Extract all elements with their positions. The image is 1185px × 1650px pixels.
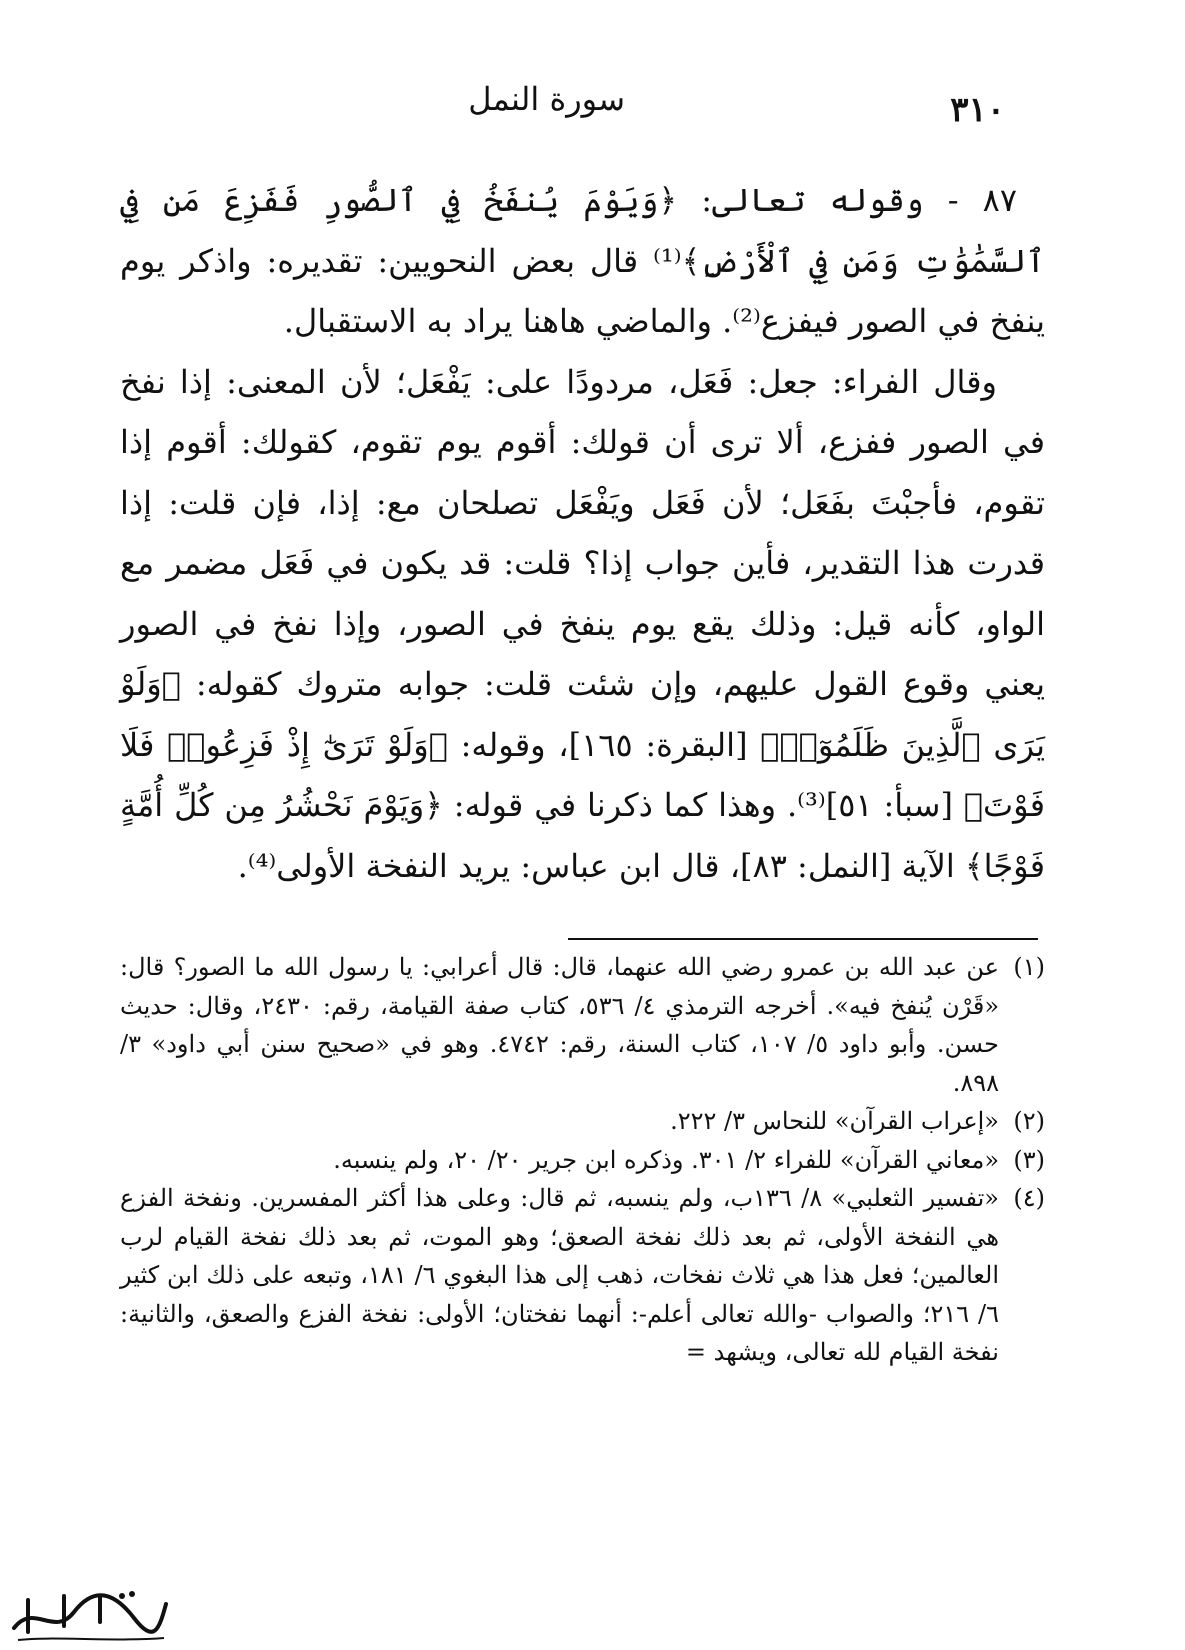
running-title: سورة النمل <box>468 80 625 118</box>
footnote-number: (٣) <box>1013 1145 1045 1174</box>
footnote-3 <box>120 1141 1045 1180</box>
page-header <box>120 80 1065 140</box>
footnote-number: (١) <box>1013 953 1045 981</box>
footnote-text: «تفسير الثعلبي» ٨/ ١٣٦ب، ولم ينسبه، ثم قال: وعلى هذا أكثر المفسرين. ونفخة الفزع هي النفخة الأولى، ثم بعد ذلك نفخة الصعق؛ وهو الموت، ثم بعد ذلك نفخة القيام لرب العالمين؛ فعل هذا هي ثلاث نفخات، ذهب إلى هذا البغوي ٦/ ١٨١، وتبعه على ذلك ابن كثير ٦/ ٢١٦؛ والصواب -والله تعالى أعلم-: أنهما نفختان؛ الأولى: نفخة الفزع والصعق، والثانية: نفخة القيام لله تعالى، ويشهد = <box>120 1184 999 1366</box>
footnote-2 <box>120 1102 1045 1141</box>
footnote-divider <box>568 938 1038 940</box>
library-stamp-logo <box>4 1582 174 1646</box>
footnote-4 <box>120 1179 1045 1372</box>
footnote-number: (٢) <box>1013 1107 1045 1135</box>
page-number: ٣١٠ <box>950 90 1005 130</box>
paragraph-verse-87: ٨٧ - وقوله تعالى: ﴿وَيَوْمَ يُنفَخُ فِي ٱلصُّورِ فَفَزِعَ مَن فِي ٱلسَّمَٰوَٰتِ وَمَن فِي ٱلْأَرْضِ﴾⁽¹⁾ قال بعض النحويين: تقديره: واذكر يوم ينفخ في الصور فيفزع⁽²⁾. والماضي هاهنا يراد به الاستقبال. <box>120 181 1046 340</box>
footnote-1 <box>120 948 1045 1102</box>
footnote-text: «إعراب القرآن» للنحاس ٣/ ٢٢٢. <box>670 1107 999 1135</box>
footnotes <box>120 948 1045 1372</box>
footnote-number: (٤) <box>1013 1184 1045 1212</box>
footnote-text: عن عبد الله بن عمرو رضي الله عنهما، قال: قال أعرابي: يا رسول الله ما الصور؟ قال: «قَرْن يُنفخ فيه». أخرجه الترمذي ٤/ ٥٣٦، كتاب صفة القيامة، رقم: ٢٤٣٠، وقال: حديث حسن. وأبو داود ٥/ ١٠٧، كتاب السنة، رقم: ٤٧٤٢. وهو في «صحيح سنن أبي داود» ٣/ ٨٩٨. <box>120 953 1000 1097</box>
footnote-text: «معاني القرآن» للفراء ٢/ ٣٠١. وذكره ابن جرير ٢٠/ ٢٠، ولم ينسبه. <box>333 1145 999 1174</box>
paragraph-farra-commentary: وقال الفراء: جعل: فَعَل، مردودًا على: يَفْعَل؛ لأن المعنى: إذا نفخ في الصور ففزع، ألا ترى أن قولك: أقوم يوم تقوم، كقولك: أقوم إذا تقوم، فأجبْتَ بفَعَل؛ لأن فَعَل ويَفْعَل تصلحان مع: إذا، فإن قلت: إذا قدرت هذا التقدير، فأين جواب إذا؟ قلت: قد يكون في فَعَل مضمر مع الواو، كأنه قيل: وذلك يقع يوم ينفخ في الصور، وإذا نفخ في الصور يعني وقوع القول عليهم، وإن شئت قلت: جوابه متروك كقوله: ﴿وَلَوْ يَرَى ٱلَّذِينَ ظَلَمُوٓا۟﴾ [البقرة: ١٦٥]، وقوله: ﴿وَلَوْ تَرَىٰٓ إِذْ فَزِعُوا۟ فَلَا فَوْتَ﴾ [سبأ: ٥١]⁽³⁾. وهذا كما ذكرنا في قوله: ﴿وَيَوْمَ نَحْشُرُ مِن كُلِّ أُمَّةٍ فَوْجًا﴾ الآية [النمل: ٨٣]، قال ابن عباس: يريد النفخة الأولى⁽⁴⁾. <box>120 362 1046 885</box>
main-text <box>120 170 1045 896</box>
